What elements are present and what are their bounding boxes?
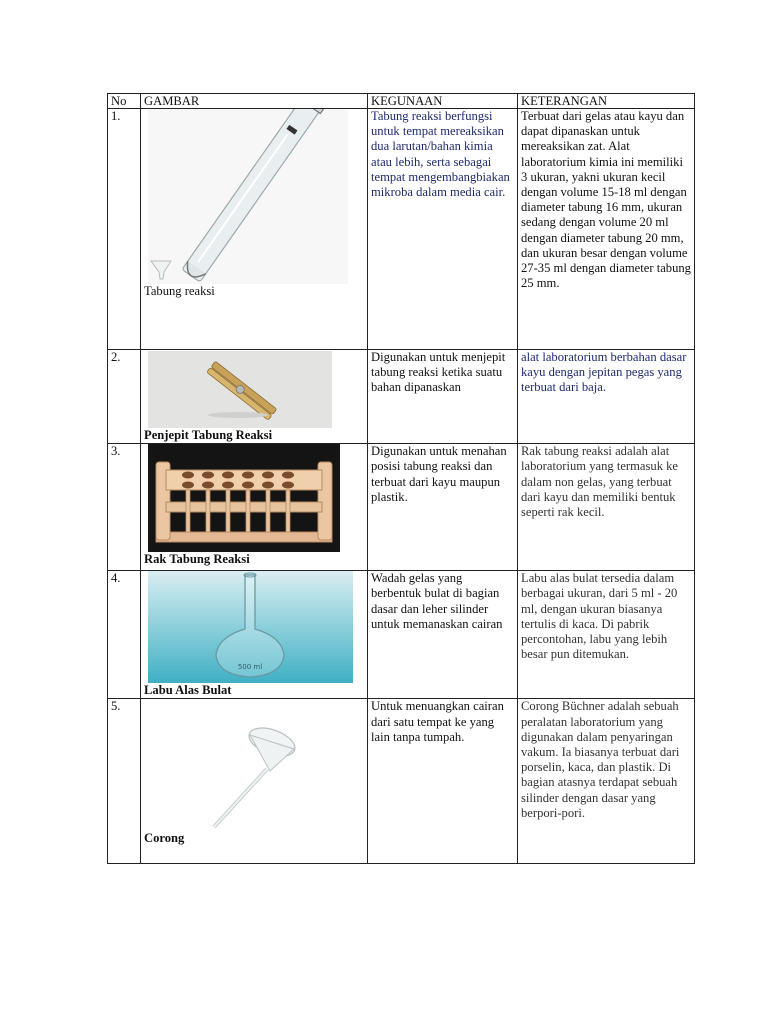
table-row <box>108 444 695 571</box>
image-cell <box>141 571 368 699</box>
header-keterangan: KETERANGAN <box>518 94 695 109</box>
header-gambar: GAMBAR <box>141 94 368 109</box>
kegunaan-cell: Untuk menuangkan cairan dari satu tempat ke yang lain tanpa tumpah. <box>368 699 518 864</box>
image-caption: Rak Tabung Reaksi <box>144 552 250 567</box>
table-row <box>108 571 695 699</box>
row-number: 2. <box>108 350 141 444</box>
image-cell <box>141 699 368 864</box>
flask-volume-label: 500 ml <box>237 663 263 672</box>
image-caption: Corong <box>144 831 185 846</box>
test-tube-clamp-icon <box>148 351 332 428</box>
kegunaan-cell: Wadah gelas yang berbentuk bulat di bagian dasar dan leher silinder untuk memanaskan cairan <box>368 571 518 699</box>
keterangan-cell: alat laboratorium berbahan dasar kayu dengan jepitan pegas yang terbuat dari baja. <box>518 350 695 444</box>
round-bottom-flask-icon <box>148 571 353 683</box>
table-row <box>108 350 695 444</box>
image-cell <box>141 109 368 350</box>
image-caption: Tabung reaksi <box>144 284 215 298</box>
image-caption: Penjepit Tabung Reaksi <box>144 428 273 442</box>
row-number: 5. <box>108 699 141 864</box>
table-row <box>108 699 695 864</box>
test-tube-rack-icon <box>148 444 340 552</box>
table-row <box>108 109 695 350</box>
image-cell <box>141 444 368 571</box>
header-no: No <box>108 94 141 109</box>
kegunaan-cell: Tabung reaksi berfungsi untuk tempat mereaksikan dua larutan/bahan kimia atau lebih, serta sebagai tempat mengembangbiakan mikroba dalam media cair. <box>368 109 518 350</box>
keterangan-cell: Terbuat dari gelas atau kayu dan dapat dipanaskan untuk mereaksikan zat. Alat laboratorium kimia ini memiliki 3 ukuran, yakni ukuran kecil dengan volume 15-18 ml dengan diameter tabung 16 mm, ukuran sedang dengan volume 20 ml dengan diameter tabung 20 mm, dan ukuran besar dengan volume 27-35 ml dengan diameter tabung 25 mm. <box>518 109 695 350</box>
image-caption: Labu Alas Bulat <box>144 683 232 698</box>
header-row <box>108 94 695 109</box>
kegunaan-cell: Digunakan untuk menahan posisi tabung reaksi dan terbuat dari kayu maupun plastik. <box>368 444 518 571</box>
lab-equipment-table <box>107 93 695 864</box>
row-number: 3. <box>108 444 141 571</box>
keterangan-cell: Corong Büchner adalah sebuah peralatan laboratorium yang digunakan dalam penyaringan vakum. Ia biasanya terbuat dari porselin, kaca, dan plastik. Di bagian atasnya terdapat sebuah silinder dengan dasar yang berpori-pori. <box>518 699 695 864</box>
keterangan-cell: Labu alas bulat tersedia dalam berbagai ukuran, dari 5 ml - 20 ml, dengan ukuran biasanya tertulis di kaca. Di pabrik percontohan, labu yang lebih besar pun ditemukan. <box>518 571 695 699</box>
row-number: 1. <box>108 109 141 350</box>
image-cell <box>141 350 368 444</box>
row-number: 4. <box>108 571 141 699</box>
keterangan-cell: Rak tabung reaksi adalah alat laboratorium yang termasuk ke dalam non gelas, yang terbuat dari kayu dan memiliki bentuk seperti rak kecil. <box>518 444 695 571</box>
test-tube-icon <box>148 109 348 284</box>
header-kegunaan: KEGUNAAN <box>368 94 518 109</box>
funnel-icon <box>148 699 348 831</box>
kegunaan-cell: Digunakan untuk menjepit tabung reaksi ketika suatu bahan dipanaskan <box>368 350 518 444</box>
